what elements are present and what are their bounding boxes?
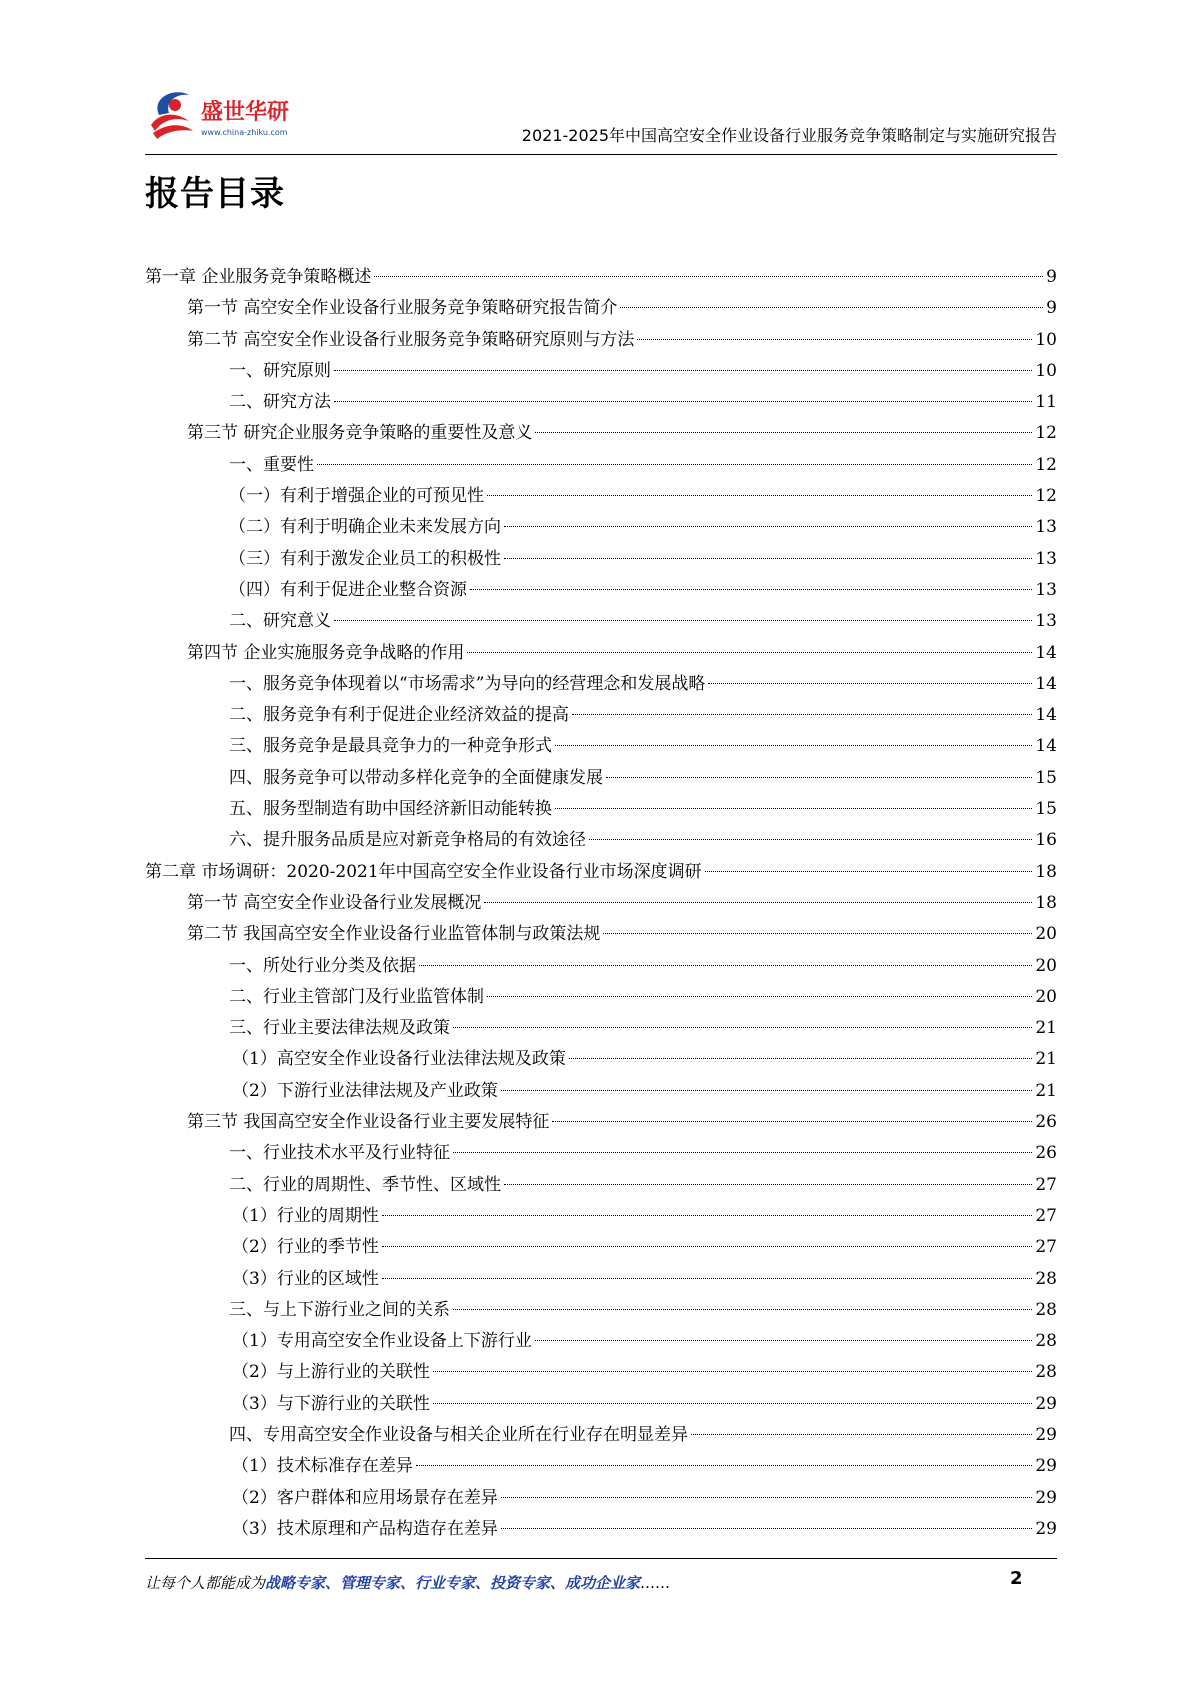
footer-slogan-prefix: 让每个人都能成为 — [145, 1574, 266, 1592]
toc-entry-page: 18 — [1035, 892, 1057, 913]
toc-dot-leader — [501, 1090, 1033, 1091]
toc-entry-page: 14 — [1035, 642, 1057, 663]
toc-entry-title: （3）与下游行业的关联性 — [232, 1393, 430, 1414]
toc-dot-leader — [552, 1121, 1032, 1122]
toc-entry-page: 28 — [1035, 1362, 1057, 1383]
toc-entry[interactable] — [145, 794, 1057, 825]
toc-entry[interactable] — [145, 606, 1057, 637]
toc-entry-title: 一、服务竞争体现着以“市场需求”为导向的经营理念和发展战略 — [229, 673, 706, 694]
toc-dot-leader — [382, 1278, 1033, 1279]
toc-entry[interactable] — [145, 888, 1057, 919]
toc-entry[interactable] — [145, 1514, 1057, 1545]
toc-entry[interactable] — [145, 1076, 1057, 1107]
toc-dot-leader — [603, 933, 1032, 934]
toc-entry-title: 二、研究意义 — [229, 611, 331, 632]
toc-entry-page: 13 — [1035, 611, 1057, 632]
toc-entry[interactable] — [145, 638, 1057, 669]
toc-entry-title: 二、行业主管部门及行业监管体制 — [229, 986, 484, 1007]
toc-entry-title: 一、重要性 — [229, 454, 314, 475]
toc-dot-leader — [419, 965, 1032, 966]
toc-entry[interactable] — [145, 262, 1057, 293]
toc-entry-page: 12 — [1035, 423, 1057, 444]
toc-entry-page: 14 — [1035, 705, 1057, 726]
page-title: 报告目录 — [145, 174, 285, 214]
toc-entry[interactable] — [145, 669, 1057, 700]
toc-entry-title: 第二章 市场调研：2020-2021年中国高空安全作业设备行业市场深度调研 — [145, 861, 702, 882]
toc-entry-page: 11 — [1035, 392, 1057, 413]
toc-entry-title: 第四节 企业实施服务竞争战略的作用 — [187, 642, 465, 663]
toc-entry-title: （1）高空安全作业设备行业法律法规及政策 — [232, 1049, 566, 1070]
toc-entry-page: 21 — [1035, 1080, 1057, 1101]
toc-dot-leader — [382, 1215, 1033, 1216]
toc-entry-page: 12 — [1035, 454, 1057, 475]
toc-dot-leader — [484, 902, 1032, 903]
toc-dot-leader — [317, 464, 1032, 465]
toc-entry-page: 13 — [1035, 517, 1057, 538]
toc-entry-title: （3）技术原理和产品构造存在差异 — [232, 1518, 498, 1539]
toc-entry-page: 16 — [1035, 830, 1057, 851]
toc-entry[interactable] — [145, 1326, 1057, 1357]
toc-entry-page: 26 — [1035, 1143, 1057, 1164]
toc-entry[interactable] — [145, 763, 1057, 794]
toc-entry-title: 三、与上下游行业之间的关系 — [229, 1299, 450, 1320]
toc-entry-page: 21 — [1035, 1018, 1057, 1039]
toc-entry[interactable] — [145, 1483, 1057, 1514]
toc-entry-title: （2）下游行业法律法规及产业政策 — [232, 1080, 498, 1101]
toc-entry[interactable] — [145, 731, 1057, 762]
toc-entry-page: 20 — [1035, 986, 1057, 1007]
toc-entry-title: （三）有利于激发企业员工的积极性 — [229, 548, 501, 569]
toc-entry-title: （3）行业的区域性 — [232, 1268, 379, 1289]
toc-dot-leader — [637, 339, 1032, 340]
toc-entry-page: 29 — [1035, 1424, 1057, 1445]
footer-divider — [145, 1558, 1057, 1559]
toc-entry[interactable] — [145, 1420, 1057, 1451]
toc-dot-leader — [487, 996, 1032, 997]
toc-entry-title: 三、服务竞争是最具竞争力的一种竞争形式 — [229, 736, 552, 757]
toc-dot-leader — [708, 683, 1032, 684]
toc-entry-title: （1）技术标准存在差异 — [232, 1456, 413, 1477]
footer-slogan-suffix: …… — [640, 1574, 671, 1592]
toc-entry[interactable] — [145, 418, 1057, 449]
toc-dot-leader — [501, 1497, 1033, 1498]
toc-dot-leader — [504, 526, 1032, 527]
toc-entry-page: 27 — [1035, 1174, 1057, 1195]
toc-entry-title: 二、研究方法 — [229, 392, 331, 413]
toc-entry[interactable] — [145, 700, 1057, 731]
toc-entry-page: 28 — [1035, 1299, 1057, 1320]
toc-entry[interactable] — [145, 982, 1057, 1013]
toc-entry-title: 第一章 企业服务竞争策略概述 — [145, 267, 372, 287]
toc-entry-page: 28 — [1035, 1268, 1057, 1289]
toc-entry[interactable] — [145, 450, 1057, 481]
toc-entry-title: 第二节 高空安全作业设备行业服务竞争策略研究原则与方法 — [187, 329, 635, 350]
toc-entry-title: （一）有利于增强企业的可预见性 — [229, 486, 484, 507]
toc-entry[interactable] — [145, 575, 1057, 606]
toc-entry[interactable] — [145, 325, 1057, 356]
toc-entry-title: 六、提升服务品质是应对新竞争格局的有效途径 — [229, 830, 586, 851]
toc-entry[interactable] — [145, 1201, 1057, 1232]
company-logo — [145, 85, 315, 147]
toc-entry-title: 五、服务型制造有助中国经济新旧动能转换 — [229, 799, 552, 820]
toc-entry-page: 9 — [1046, 267, 1057, 287]
toc-entry-page: 21 — [1035, 1049, 1057, 1070]
toc-entry-title: （2）与上游行业的关联性 — [232, 1362, 430, 1383]
toc-entry-title: 一、所处行业分类及依据 — [229, 955, 416, 976]
toc-dot-leader — [453, 1152, 1032, 1153]
toc-entry[interactable] — [145, 1013, 1057, 1044]
toc-entry[interactable] — [145, 1451, 1057, 1482]
toc-entry-title: （2）行业的季节性 — [232, 1237, 379, 1258]
toc-entry-page: 10 — [1035, 329, 1057, 350]
toc-dot-leader — [504, 1184, 1032, 1185]
toc-entry-title: 一、行业技术水平及行业特征 — [229, 1143, 450, 1164]
toc-dot-leader — [453, 1309, 1032, 1310]
toc-entry-title: （二）有利于明确企业未来发展方向 — [229, 517, 501, 538]
footer-slogan — [145, 1572, 670, 1593]
logo-emblem-icon — [145, 85, 315, 147]
footer-slogan-highlight: 战略专家、管理专家、行业专家、投资专家、成功企业家 — [265, 1574, 641, 1592]
toc-entry-page: 12 — [1035, 486, 1057, 507]
toc-entry-page: 29 — [1035, 1456, 1057, 1477]
toc-dot-leader — [589, 839, 1032, 840]
toc-dot-leader — [691, 1434, 1032, 1435]
toc-dot-leader — [555, 745, 1032, 746]
toc-dot-leader — [334, 370, 1032, 371]
toc-entry-page: 13 — [1035, 548, 1057, 569]
toc-dot-leader — [606, 777, 1032, 778]
toc-entry[interactable] — [145, 512, 1057, 543]
page-header — [145, 85, 1057, 155]
toc-dot-leader — [487, 495, 1032, 496]
toc-dot-leader — [705, 871, 1033, 872]
toc-entry-page: 9 — [1046, 298, 1057, 319]
toc-entry-title: 二、服务竞争有利于促进企业经济效益的提高 — [229, 705, 569, 726]
toc-entry[interactable] — [145, 951, 1057, 982]
toc-entry[interactable] — [145, 1264, 1057, 1295]
toc-entry-title: 第三节 研究企业服务竞争策略的重要性及意义 — [187, 423, 533, 444]
toc-dot-leader — [467, 652, 1032, 653]
toc-dot-leader — [374, 276, 1043, 277]
toc-entry[interactable] — [145, 356, 1057, 387]
toc-entry[interactable] — [145, 1295, 1057, 1326]
toc-dot-leader — [334, 401, 1032, 402]
toc-entry-page: 20 — [1035, 924, 1057, 945]
toc-entry-page: 29 — [1035, 1487, 1057, 1508]
toc-entry-page: 14 — [1035, 673, 1057, 694]
toc-entry-title: 一、研究原则 — [229, 360, 331, 381]
toc-entry-title: 第三节 我国高空安全作业设备行业主要发展特征 — [187, 1112, 550, 1133]
toc-entry[interactable] — [145, 544, 1057, 575]
toc-entry[interactable] — [145, 1044, 1057, 1075]
toc-entry-page: 15 — [1035, 799, 1057, 820]
toc-dot-leader — [433, 1371, 1033, 1372]
toc-entry-page: 29 — [1035, 1393, 1057, 1414]
toc-entry[interactable] — [145, 481, 1057, 512]
toc-entry-title: （1）行业的周期性 — [232, 1205, 379, 1226]
toc-dot-leader — [453, 1027, 1032, 1028]
toc-entry[interactable] — [145, 1232, 1057, 1263]
toc-entry-title: 第一节 高空安全作业设备行业服务竞争策略研究报告简介 — [187, 298, 618, 319]
toc-entry[interactable] — [145, 919, 1057, 950]
toc-dot-leader — [501, 1528, 1033, 1529]
toc-entry-page: 27 — [1035, 1237, 1057, 1258]
toc-entry[interactable] — [145, 1170, 1057, 1201]
toc-entry-title: （四）有利于促进企业整合资源 — [229, 579, 467, 600]
toc-entry-page: 15 — [1035, 767, 1057, 788]
toc-dot-leader — [504, 558, 1032, 559]
toc-entry-page: 28 — [1035, 1331, 1057, 1352]
toc-entry-title: （2）客户群体和应用场景存在差异 — [232, 1487, 498, 1508]
toc-dot-leader — [572, 714, 1032, 715]
table-of-contents — [145, 262, 1057, 1545]
toc-entry-title: 三、行业主要法律法规及政策 — [229, 1018, 450, 1039]
toc-entry-page: 29 — [1035, 1518, 1057, 1539]
toc-dot-leader — [535, 432, 1032, 433]
header-divider — [145, 154, 1057, 155]
toc-dot-leader — [535, 1340, 1033, 1341]
toc-entry[interactable] — [145, 1138, 1057, 1169]
toc-entry[interactable] — [145, 1107, 1057, 1138]
toc-dot-leader — [555, 808, 1032, 809]
toc-dot-leader — [416, 1465, 1033, 1466]
toc-entry-page: 26 — [1035, 1112, 1057, 1133]
toc-entry-page: 27 — [1035, 1205, 1057, 1226]
toc-entry[interactable] — [145, 1357, 1057, 1388]
toc-entry[interactable] — [145, 293, 1057, 324]
toc-entry-title: （1）专用高空安全作业设备上下游行业 — [232, 1331, 532, 1352]
logo-name: 盛世华研 — [201, 100, 290, 125]
toc-entry-title: 四、专用高空安全作业设备与相关企业所在行业存在明显差异 — [229, 1424, 688, 1445]
toc-entry-page: 18 — [1035, 861, 1057, 882]
toc-entry[interactable] — [145, 387, 1057, 418]
toc-dot-leader — [382, 1246, 1033, 1247]
toc-entry-page: 10 — [1035, 360, 1057, 381]
toc-entry-page: 13 — [1035, 579, 1057, 600]
toc-entry-page: 14 — [1035, 736, 1057, 757]
toc-entry-title: 二、行业的周期性、季节性、区域性 — [229, 1174, 501, 1195]
toc-dot-leader — [433, 1403, 1033, 1404]
page-number: 2 — [1010, 1568, 1023, 1589]
toc-dot-leader — [470, 589, 1032, 590]
toc-entry-page: 20 — [1035, 955, 1057, 976]
toc-dot-leader — [334, 620, 1032, 621]
toc-dot-leader — [620, 307, 1043, 308]
toc-entry-title: 第一节 高空安全作业设备行业发展概况 — [187, 892, 482, 913]
report-title: 2021-2025年中国高空安全作业设备行业服务竞争策略制定与实施研究报告 — [521, 126, 1057, 145]
toc-entry[interactable] — [145, 1389, 1057, 1420]
toc-entry[interactable] — [145, 857, 1057, 888]
logo-url: www.china-zhiku.com — [201, 128, 288, 137]
toc-entry[interactable] — [145, 825, 1057, 856]
toc-entry-title: 四、服务竞争可以带动多样化竞争的全面健康发展 — [229, 767, 603, 788]
toc-entry-title: 第二节 我国高空安全作业设备行业监管体制与政策法规 — [187, 924, 601, 945]
toc-dot-leader — [569, 1058, 1033, 1059]
